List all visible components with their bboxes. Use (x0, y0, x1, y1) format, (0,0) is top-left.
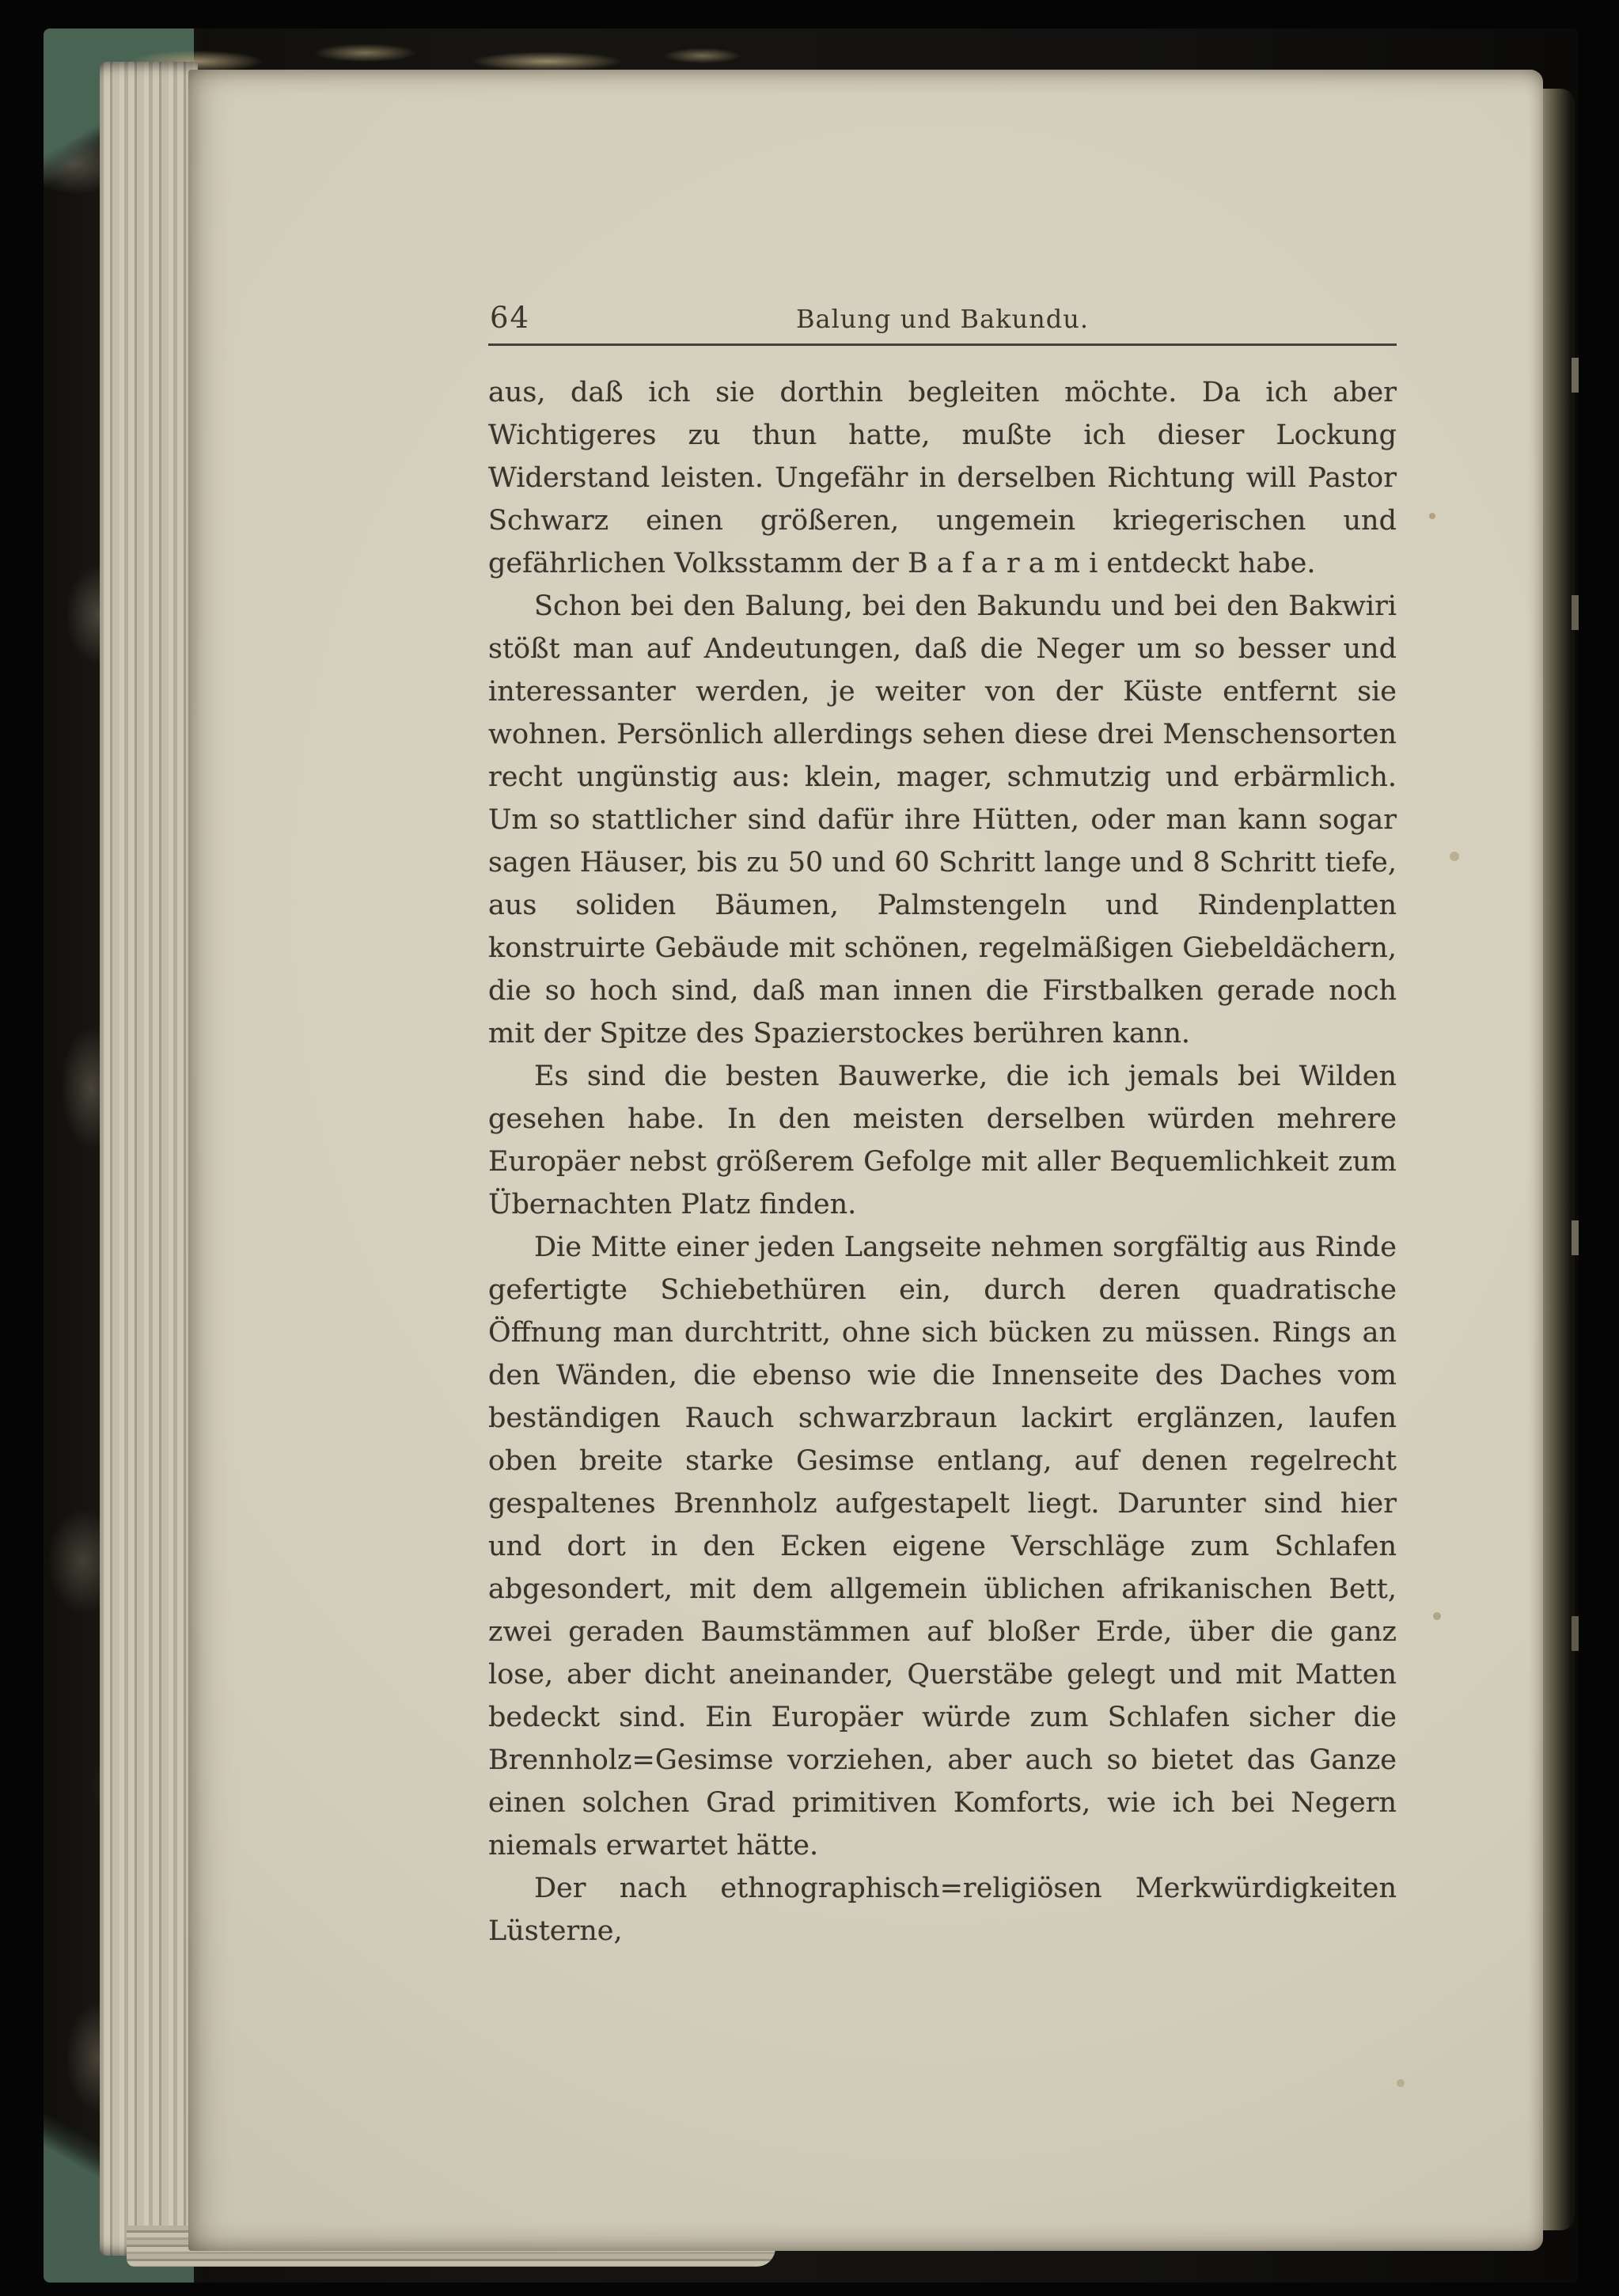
paragraph-continuation: aus, daß ich sie dorthin begleiten möchte. Da ich aber Wichtigeres zu thun hatte, mußte ich dieser Lockung Widerstand leisten. Ungefähr in derselben Richtung will Pastor Schwarz einen größeren, ungemein kriegerischen und gefährlichen Volksstamm der B a f a r a m i entdeckt habe. (488, 377, 1397, 579)
body-text (488, 371, 1397, 1953)
header-rule (488, 343, 1397, 346)
paragraph: Schon bei den Balung, bei den Bakundu und bei den Bakwiri stößt man auf Andeutungen, daß die Neger um so besser und interessanter werden, je weiter von der Küste entfernt sie wohnen. Persönlich allerdings sehen diese drei Menschensorten recht ungünstig aus: klein, mager, schmutzig und erbärmlich. Um so stattlicher sind dafür ihre Hütten, oder man kann sogar sagen Häuser, bis zu 50 und 60 Schritt lange und 8 Schritt tiefe, aus soliden Bäumen, Palmstengeln und Rindenplatten konstruirte Gebäude mit schönen, regelmäßigen Giebeldächern, die so hoch sind, daß man innen die Firstbalken gerade noch mit der Spitze des Spazierstockes berühren kann. (488, 590, 1397, 1049)
running-title: Balung und Bakundu. (795, 304, 1090, 334)
paragraph: Die Mitte einer jeden Langseite nehmen sorgfältig aus Rinde gefertigte Schiebethüren ein, durch deren quadratische Öffnung man durchtritt, ohne sich bücken zu müssen. Rings an den Wänden, die ebenso wie die Innenseite des Daches vom beständigen Rauch schwarzbraun lackirt erglänzen, laufen oben breite starke Gesimse entlang, auf denen regelrecht gespaltenes Brennholz aufgestapelt liegt. Darunter sind hier und dort in den Ecken eigene Verschläge zum Schlafen abgesondert, mit dem allgemein üblichen afrikanischen Bett, zwei geraden Baumstämmen auf bloßer Erde, über die ganz lose, aber dicht aneinander, Querstäbe gelegt und mit Matten bedeckt sind. Ein Europäer würde zum Schlafen sicher die Brennholz=Gesimse vorziehen, aber auch so bietet das Ganze einen solchen Grad primitiven Komforts, wie ich bei Negern niemals erwartet hätte. (488, 1231, 1397, 1861)
left-page-edges (100, 62, 198, 2256)
right-fore-edge (1538, 89, 1575, 2230)
printed-text-block (488, 299, 1397, 1953)
page-number: 64 (490, 301, 531, 335)
page-header (488, 299, 1397, 337)
book-page (188, 70, 1543, 2251)
paragraph-catchline: Der nach ethnographisch=religiösen Merkwürdigkeiten Lüsterne, (488, 1873, 1397, 1947)
right-edge-marks (1572, 358, 1579, 393)
foxing-specks (1429, 513, 1435, 519)
paragraph: Es sind die besten Bauwerke, die ich jemals bei Wilden gesehen habe. In den meisten derselben würden mehrere Europäer nebst größerem Gefolge mit aller Bequemlichkeit zum Übernachten Platz finden. (488, 1061, 1397, 1220)
